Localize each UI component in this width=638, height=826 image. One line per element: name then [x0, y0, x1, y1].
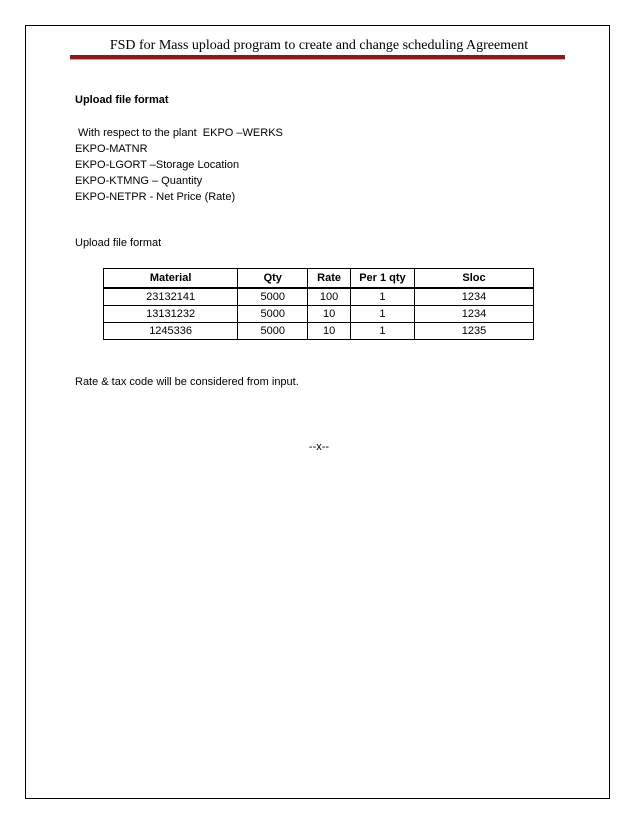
- field-line-plant: With respect to the plant EKPO –WERKS: [75, 127, 283, 139]
- field-list: [75, 125, 283, 205]
- header-per-qty: Per 1 qty: [350, 269, 414, 289]
- cell-qty: 5000: [238, 306, 308, 323]
- field-line-netpr: EKPO-NETPR - Net Price (Rate): [75, 191, 236, 203]
- cell-sloc: 1234: [414, 288, 533, 306]
- header-qty: Qty: [238, 269, 308, 289]
- field-line-ktmng: EKPO-KTMNG – Quantity: [75, 175, 203, 187]
- field-line-matnr: EKPO-MATNR: [75, 143, 148, 155]
- document-title: FSD for Mass upload program to create and change scheduling Agreement: [109, 38, 529, 53]
- table-header-row: [104, 269, 534, 289]
- header-rule: [70, 55, 565, 60]
- upload-format-table: [103, 268, 534, 340]
- end-mark: --x--: [308, 441, 330, 453]
- cell-per-qty: 1: [350, 288, 414, 306]
- header-rate: Rate: [308, 269, 351, 289]
- cell-per-qty: 1: [350, 323, 414, 340]
- table-row: [104, 306, 534, 323]
- header-sloc: Sloc: [414, 269, 533, 289]
- cell-material: 13131232: [104, 306, 238, 323]
- cell-sloc: 1234: [414, 306, 533, 323]
- header-material: Material: [104, 269, 238, 289]
- section-heading: Upload file format: [75, 94, 169, 106]
- cell-qty: 5000: [238, 323, 308, 340]
- field-line-lgort: EKPO-LGORT –Storage Location: [75, 159, 240, 171]
- table-row: [104, 323, 534, 340]
- cell-material: 1245336: [104, 323, 238, 340]
- rate-tax-note: Rate & tax code will be considered from input.: [75, 376, 299, 388]
- table-row: [104, 288, 534, 306]
- cell-rate: 100: [308, 288, 351, 306]
- cell-rate: 10: [308, 323, 351, 340]
- cell-sloc: 1235: [414, 323, 533, 340]
- cell-material: 23132141: [104, 288, 238, 306]
- table-caption: Upload file format: [75, 237, 162, 249]
- cell-per-qty: 1: [350, 306, 414, 323]
- cell-qty: 5000: [238, 288, 308, 306]
- cell-rate: 10: [308, 306, 351, 323]
